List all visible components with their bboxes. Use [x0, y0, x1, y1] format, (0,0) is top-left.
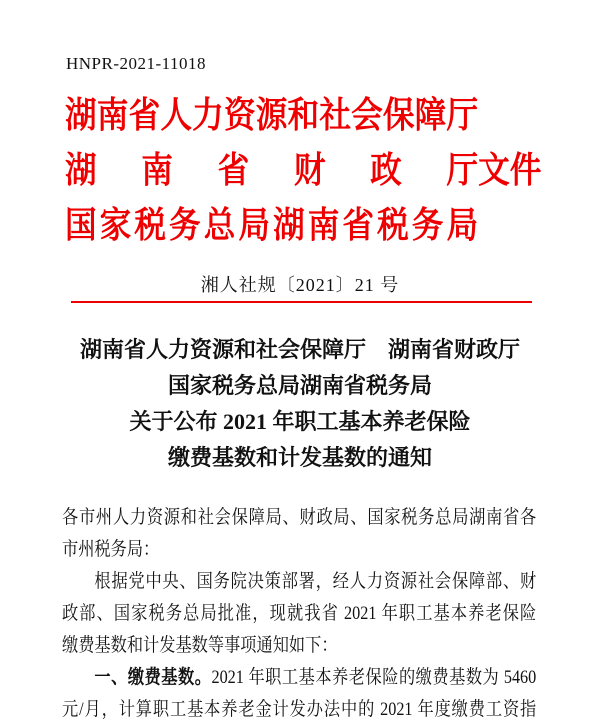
- item1-text: 2021 年职工基本养老保险的缴费基数为 5460: [211, 667, 537, 688]
- document-reference-code: HNPR-2021-11018: [66, 54, 207, 73]
- title-line-3: 关于公布 2021 年职工基本养老保险: [129, 409, 471, 434]
- document-number: 湘人社规〔2021〕21 号: [200, 275, 400, 295]
- item1-heading: 一、缴费基数。: [94, 667, 212, 688]
- paragraph-intro-line-1: 根据党中央、国务院决策部署，经人力资源社会保障部、财: [94, 571, 537, 592]
- paragraph-item1-line-2: 元/月，计算职工基本养老金计发办法中的 2021 年度缴费工资指: [62, 699, 537, 719]
- title-line-4: 缴费基数和计发基数的通知: [167, 445, 432, 470]
- agency-name-finance: 湖南省财政厅: [65, 150, 479, 190]
- paragraph-intro-line-3: 缴费基数和计发基数等事项通知如下：: [62, 635, 338, 656]
- letterhead-line-3: [65, 198, 542, 253]
- red-divider-rule: [71, 301, 532, 303]
- paragraph-intro-line-2: 政部、国家税务总局批准，现就我省 2021 年职工基本养老保险: [62, 603, 537, 624]
- addressee-line-1: 各市州人力资源和社会保障局、财政局、国家税务总局湖南省各: [62, 507, 537, 528]
- addressee-line-2: 市州税务局：: [62, 539, 160, 560]
- document-word-suffix: 文件: [478, 150, 542, 190]
- title-line-2: 国家税务总局湖南省税务局: [167, 373, 432, 398]
- paragraph-item1-line-1: [62, 662, 536, 694]
- title-line-1: 湖南省人力资源和社会保障厅 湖南省财政厅: [79, 337, 520, 362]
- agency-name-tax: 国家税务总局湖南省税务局: [65, 205, 479, 245]
- letterhead-line-1: [65, 88, 542, 143]
- document-title: [0, 332, 600, 476]
- agency-name-hrss: 湖南省人力资源和社会保障厅: [65, 95, 479, 135]
- letterhead-line-2: [65, 143, 542, 198]
- red-letterhead: [65, 88, 600, 253]
- document-body: [62, 502, 536, 719]
